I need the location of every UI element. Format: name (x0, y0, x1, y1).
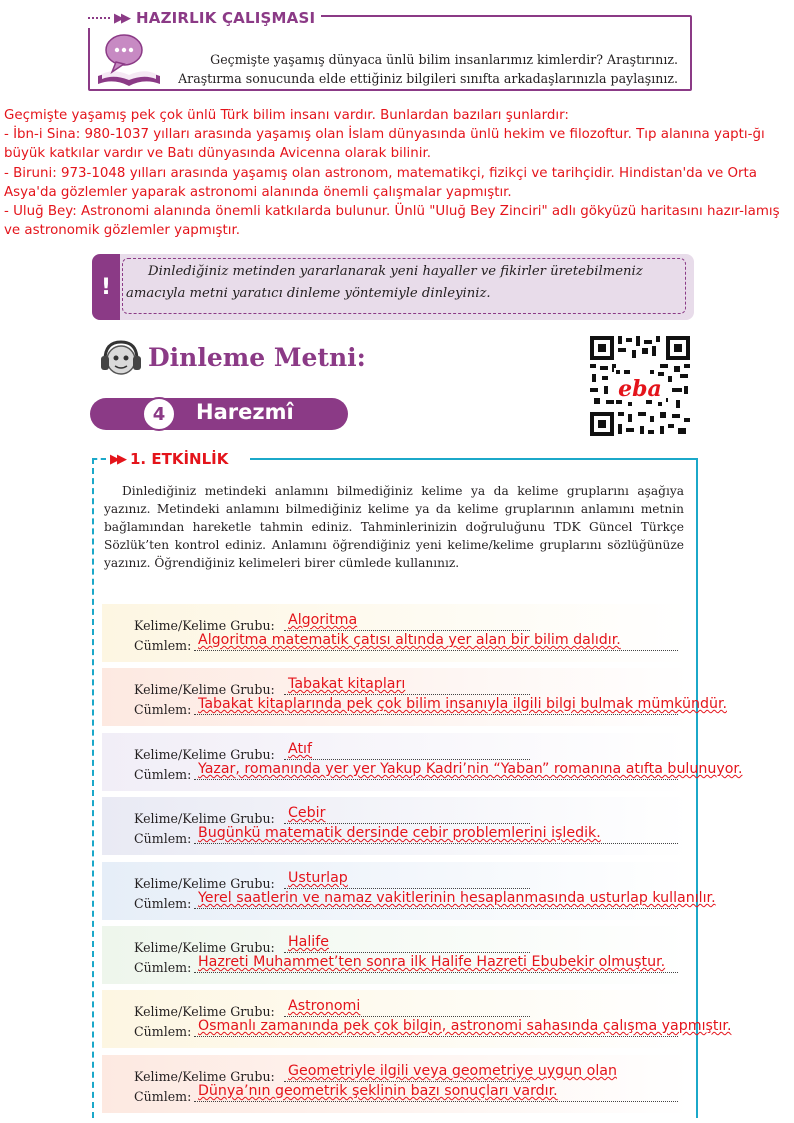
word-dotted-line (284, 823, 530, 824)
preparation-line-1: Geçmişte yaşamış dünyaca ünlü bilim insanlarımız kimlerdir? Araştırınız. (210, 52, 678, 67)
note-text: Dinlediğiniz metinden yararlanarak yeni hayaller ve fikirler üretebilmeniz amacıyla metni yaratıcı dinleme yöntemiyle dinleyiniz. (126, 264, 643, 301)
word-answer: Usturlap (288, 870, 348, 886)
sentence-label: Cümlem: (134, 638, 192, 653)
preparation-title: HAZIRLIK ÇALIŞMASI (136, 9, 316, 27)
word-row (102, 733, 743, 791)
word-row (102, 990, 732, 1048)
answer-item-ibn-sina: - İbn-i Sina: 980-1037 yılları arasında yaşamış olan İslam dünyasında ünlü hekim ve filozoftur. Tıp alanına yaptı-ğı büyük katkılar vardır ve Batı dünyasında Avicenna olarak bilinir. (4, 127, 765, 162)
answer-item-ulugh-beg: - Uluğ Bey: Astronomi alanında önemli katkılarda bulunur. Ünlü "Uluğ Bey Zinciri" adlı gökyüzü haritasını hazır-lamış ve astronomik gözlemler yapmıştır. (4, 204, 780, 239)
activity-instructions: Dinlediğiniz metindeki anlamını bilmediğiniz kelime ya da kelime gruplarını aşağıya yazınız. Metindeki anlamını bilmediğiniz kelime ya da kelime gruplarının anlamını metnin bağlamından hareketle tahmin ediniz. Tahminlerinizin doğruluğunu TDK Güncel Türkçe Sözlük’ten kontrol ediniz. Anlamını öğrendiğiniz yeni kelime/kelime gruplarını sözlüğünüze yazınız. Öğrendiğiniz kelimeleri birer cümlede kullanınız. (104, 484, 684, 570)
sentence-label: Cümlem: (134, 896, 192, 911)
sentence-answer: Dünya’nın geometrik şeklinin bazı sonuçları vardır. (198, 1083, 558, 1099)
word-answer: Algoritma (288, 612, 358, 628)
sentence-dotted-line (194, 779, 678, 780)
sentence-dotted-line (194, 714, 678, 715)
activity-title: 1. ETKİNLİK (130, 450, 229, 468)
word-row (102, 797, 690, 855)
sentence-answer: Hazreti Muhammet’ten sonra ilk Halife Hazreti Ebubekir olmuştur. (198, 954, 666, 970)
speech-book-icon (94, 30, 164, 88)
text-number: 4 (142, 397, 176, 431)
double-chevron-icon: ▶▶ (114, 10, 128, 26)
word-answer: Astronomi (288, 998, 361, 1014)
word-row (102, 926, 690, 984)
word-row (102, 604, 690, 662)
word-row (102, 668, 727, 726)
word-label: Kelime/Kelime Grubu: (134, 876, 275, 891)
word-answer: Atıf (288, 741, 312, 757)
word-label: Kelime/Kelime Grubu: (134, 618, 275, 633)
answer-intro: Geçmişte yaşamış pek çok ünlü Türk bilim insanı vardır. Bunlardan bazıları şunlardır: (4, 108, 569, 123)
word-label: Kelime/Kelime Grubu: (134, 1069, 275, 1084)
activity-frame-top (250, 458, 698, 460)
sentence-dotted-line (194, 1101, 678, 1102)
word-dotted-line (284, 1081, 530, 1082)
word-row (102, 1055, 690, 1113)
word-answer: Geometriyle ilgili veya geometriye uygun olan (288, 1063, 617, 1079)
text-title: Harezmî (196, 400, 294, 424)
word-dotted-line (284, 694, 530, 695)
word-answer: Cebir (288, 805, 326, 821)
sentence-dotted-line (194, 972, 678, 973)
word-label: Kelime/Kelime Grubu: (134, 811, 275, 826)
exclamation-icon: ! (92, 254, 120, 320)
sentence-dotted-line (194, 650, 678, 651)
word-answer: Tabakat kitapları (288, 676, 406, 692)
sentence-label: Cümlem: (134, 831, 192, 846)
listening-title: Dinleme Metni: (148, 343, 366, 372)
sentence-dotted-line (194, 908, 678, 909)
word-dotted-line (284, 759, 530, 760)
sentence-answer: Yazar, romanında yer yer Yakup Kadri’nin “Yaban” romanına atıfta bulunuyor. (198, 761, 743, 777)
sentence-dotted-line (194, 1036, 678, 1037)
sentence-label: Cümlem: (134, 767, 192, 782)
sentence-answer: Algoritma matematik çatısı altında yer alan bir bilim dalıdır. (198, 632, 621, 648)
word-label: Kelime/Kelime Grubu: (134, 940, 275, 955)
headphones-icon (98, 338, 144, 378)
answer-item-biruni: - Biruni: 973-1048 yılları arasında yaşamış olan astronom, matematikçi, fizikçi ve tarihçidir. Hindistan'da ve Orta Asya'da gözlemler yaparak astronomi alanında önemli çalışmalar yapmıştır. (4, 165, 758, 200)
word-dotted-line (284, 952, 530, 953)
preparation-text (166, 50, 678, 88)
sentence-answer: Bugünkü matematik dersinde cebir problemlerini işledik. (198, 825, 601, 841)
word-label: Kelime/Kelime Grubu: (134, 1004, 275, 1019)
preparation-header (88, 8, 321, 28)
preparation-line-2: Araştırma sonucunda elde ettiğiniz bilgileri sınıfta arkadaşlarınızla paylaşınız. (178, 71, 678, 86)
word-dotted-line (284, 888, 530, 889)
word-label: Kelime/Kelime Grubu: (134, 682, 275, 697)
word-dotted-line (284, 1016, 530, 1017)
sentence-label: Cümlem: (134, 702, 192, 717)
sentence-label: Cümlem: (134, 1024, 192, 1039)
sentence-answer: Osmanlı zamanında pek çok bilgin, astronomi sahasında çalışma yapmıştır. (198, 1018, 732, 1034)
handwritten-answer (4, 106, 790, 240)
sentence-answer: Tabakat kitaplarında pek çok bilim insanıyla ilgili bilgi bulmak mümkündür. (198, 696, 727, 712)
word-label: Kelime/Kelime Grubu: (134, 747, 275, 762)
sentence-label: Cümlem: (134, 960, 192, 975)
word-answer: Halife (288, 934, 329, 950)
activity-header (110, 450, 232, 468)
activity-frame-left (92, 458, 94, 1118)
word-dotted-line (284, 630, 530, 631)
word-row (102, 862, 716, 920)
double-chevron-icon: ▶▶ (110, 451, 124, 467)
sentence-answer: Yerel saatlerin ve namaz vakitlerinin hesaplanmasında usturlap kullanılır. (198, 890, 716, 906)
qr-code[interactable] (588, 334, 692, 438)
sentence-label: Cümlem: (134, 1089, 192, 1104)
activity-frame-top-left (92, 458, 106, 460)
eba-logo: eba (618, 376, 662, 402)
sentence-dotted-line (194, 843, 678, 844)
